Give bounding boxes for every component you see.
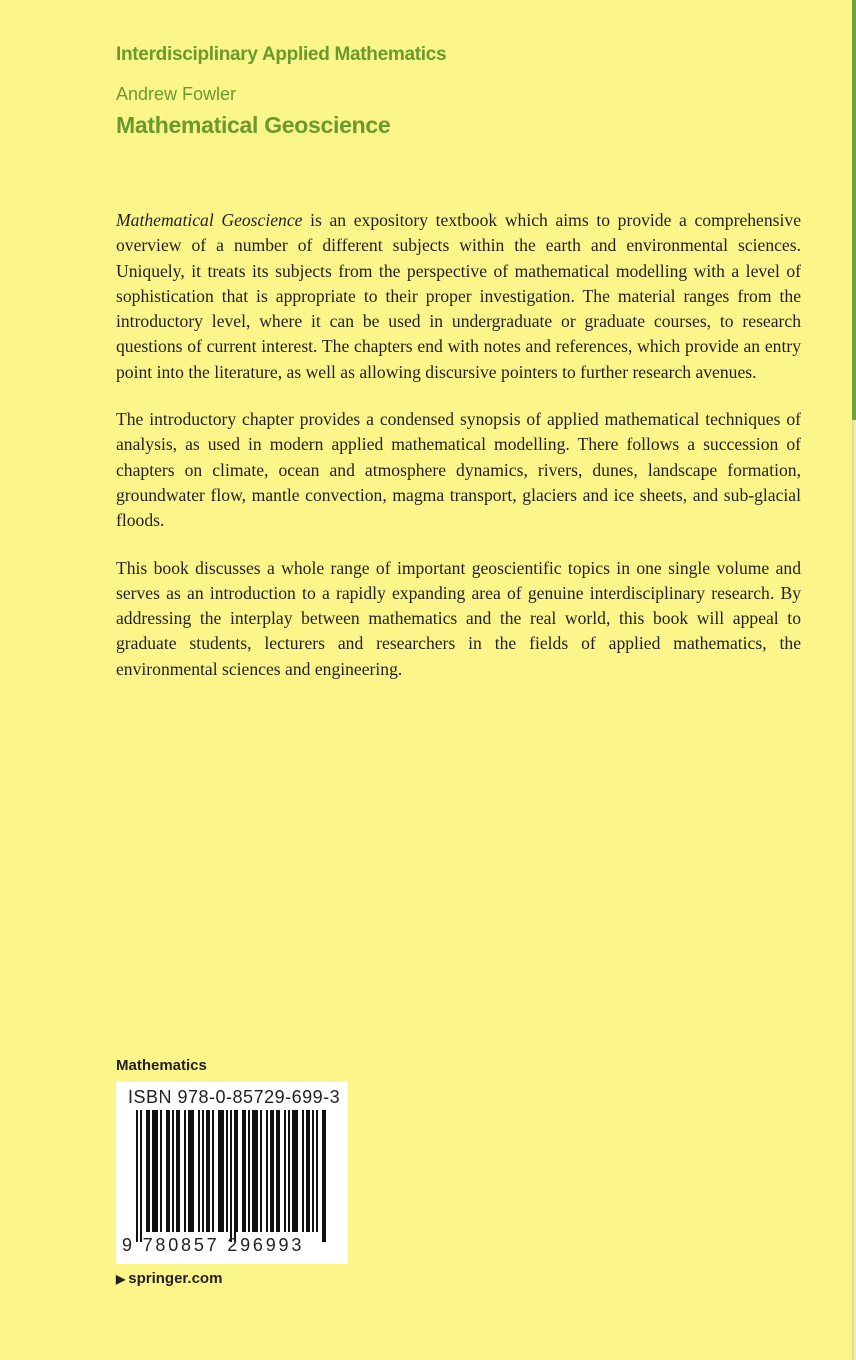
title-italic: Mathematical Geoscience [116, 210, 303, 230]
subject-category: Mathematics [116, 1057, 207, 1074]
series-title: Interdisciplinary Applied Mathematics [116, 44, 447, 65]
isbn-label: ISBN 978-0-85729-699-3 [128, 1087, 341, 1107]
description-paragraph-3: This book discusses a whole range of important geoscientific topics in one single volume and serves as an introduction to a rapidly expanding area of genuine interdisciplinary research. By addressing the interplay between mathematics and the real world, this book will appeal to graduate students, lecturers and researchers in the fields of applied mathematics, the environmental sciences and engineering. [116, 557, 801, 679]
barcode-digits: 9 780857 296993 [122, 1235, 305, 1255]
arrow-right-icon: ▶ [116, 1272, 126, 1286]
description-paragraph-1 [116, 208, 801, 385]
book-title: Mathematical Geoscience [116, 112, 391, 138]
description-paragraph-2: The introductory chapter provides a condensed synopsis of applied mathematical techniques of analysis, as used in modern applied mathematical modelling. There follows a succession of chapters on climate, ocean and atmosphere dynamics, rivers, dunes, landscape formation, groundwater flow, mantle convection, magma transport, glaciers and ice sheets, and sub-glacial floods. [116, 409, 801, 531]
publisher-link[interactable] [116, 1270, 222, 1287]
description [116, 208, 801, 704]
spine-edge-accent [852, 0, 856, 420]
author-name: Andrew Fowler [116, 84, 237, 104]
paragraph-1-text: is an expository textbook which aims to provide a comprehensive overview of a number of different subjects within the earth and environmental sciences. Uniquely, it treats its subjects from the perspective of mathematical modelling with a level of sophistication that is appropriate to their proper investigation. The material ranges from the introductory level, where it can be used in undergraduate or graduate courses, to research questions of current interest. The chapters end with notes and references, which provide an entry point into the literature, as well as allowing discursive pointers to further research avenues. [116, 210, 801, 382]
publisher-link-text[interactable]: springer.com [128, 1270, 223, 1287]
isbn-barcode [116, 1082, 348, 1264]
